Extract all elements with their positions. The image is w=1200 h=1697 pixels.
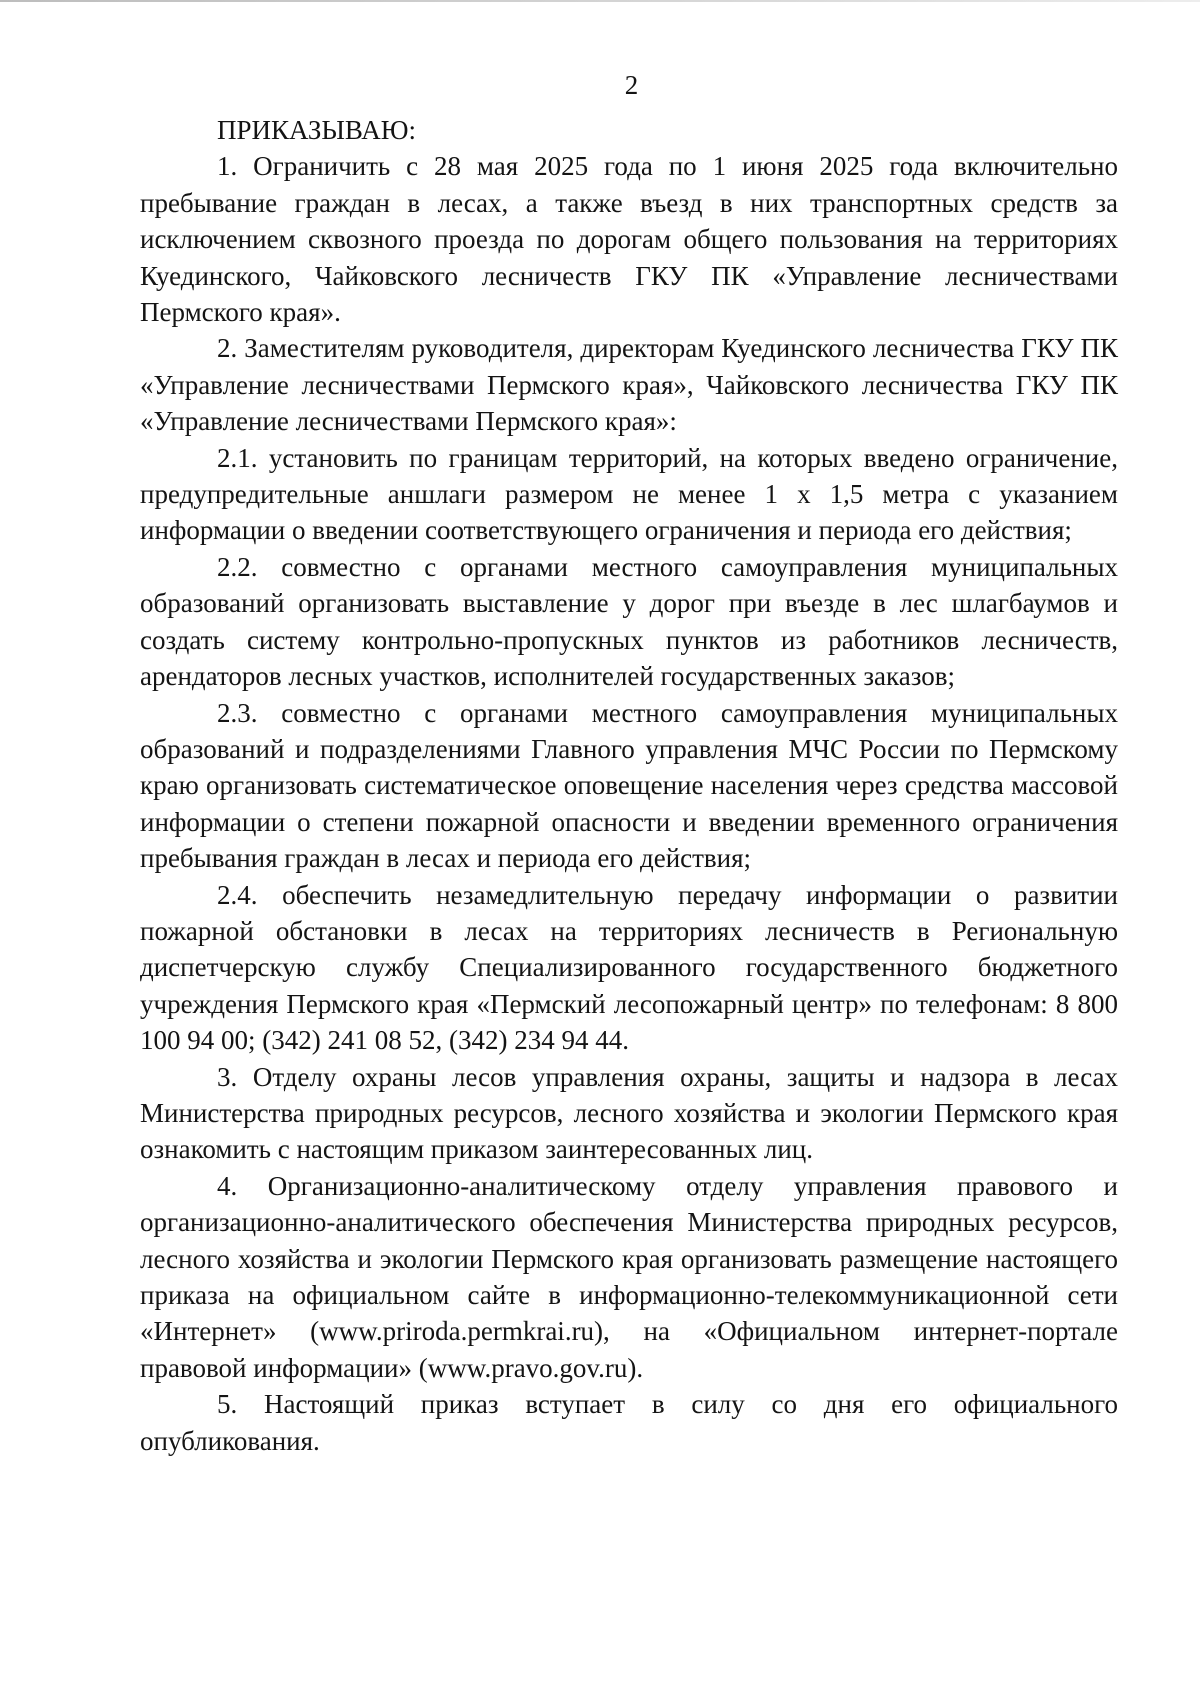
- paragraph-5: 5. Настоящий приказ вступает в силу со дня его официального опубликования.: [140, 1389, 1118, 1456]
- paragraph-2-3: 2.3. совместно с органами местного самоуправления муниципальных образований и подразделениями Главного управления МЧС России по Пермскому краю организовать систематическое оповещение населения через средства массовой информации о степени пожарной опасности и введении временного ограничения пребывания граждан в лесах и периода его действия;: [140, 697, 1118, 874]
- page-number: 2: [624, 70, 639, 100]
- paragraph-2-1: 2.1. установить по границам территорий, на которых введено ограничение, предупредительные аншлаги размером не менее 1 х 1,5 метра с указанием информации о введении соответствующего ограничения и периода его действия;: [140, 442, 1118, 546]
- paragraph-2-2: 2.2. совместно с органами местного самоуправления муниципальных образований организовать выставление у дорог при въезде в лес шлагбаумов и создать систему контрольно-пропускных пунктов из работников лесничеств, арендаторов лесных участков, исполнителей государственных заказов;: [140, 551, 1118, 692]
- paragraph-1: 1. Ограничить с 28 мая 2025 года по 1 июня 2025 года включительно пребывание граждан в лесах, а также въезд в них транспортных средств за исключением сквозного проезда по дорогам общего пользования на территориях Куединского, Чайковского лесничеств ГКУ ПК «Управление лесничествами Пермского края».: [140, 151, 1118, 328]
- order-body: [140, 112, 1118, 1459]
- paragraph-3: 3. Отделу охраны лесов управления охраны, защиты и надзора в лесах Министерства природных ресурсов, лесного хозяйства и экологии Пермского края ознакомить с настоящим приказом заинтересованных лиц.: [140, 1061, 1118, 1165]
- order-heading: ПРИКАЗЫВАЮ:: [217, 115, 416, 145]
- scan-edge: [0, 0, 1200, 2]
- paragraph-4: 4. Организационно-аналитическому отделу управления правового и организационно-аналитического обеспечения Министерства природных ресурсов, лесного хозяйства и экологии Пермского края организовать размещение настоящего приказа на официальном сайте в информационно-телекоммуникационной сети «Интернет» (www.priroda.permkrai.ru), на «Официальном интернет-портале правовой информации» (www.pravo.gov.ru).: [140, 1170, 1118, 1383]
- paragraph-2-4: 2.4. обеспечить незамедлительную передачу информации о развитии пожарной обстановки в лесах на территориях лесничеств в Региональную диспетчерскую службу Специализированного государственного бюджетного учреждения Пермского края «Пермский лесопожарный центр» по телефонам: 8 800 100 94 00; (342) 241 08 52, (342) 234 94 44.: [140, 879, 1118, 1056]
- paragraph-2: 2. Заместителям руководителя, директорам Куединского лесничества ГКУ ПК «Управление лесничествами Пермского края», Чайковского лесничества ГКУ ПК «Управление лесничествами Пермского края»:: [140, 333, 1118, 437]
